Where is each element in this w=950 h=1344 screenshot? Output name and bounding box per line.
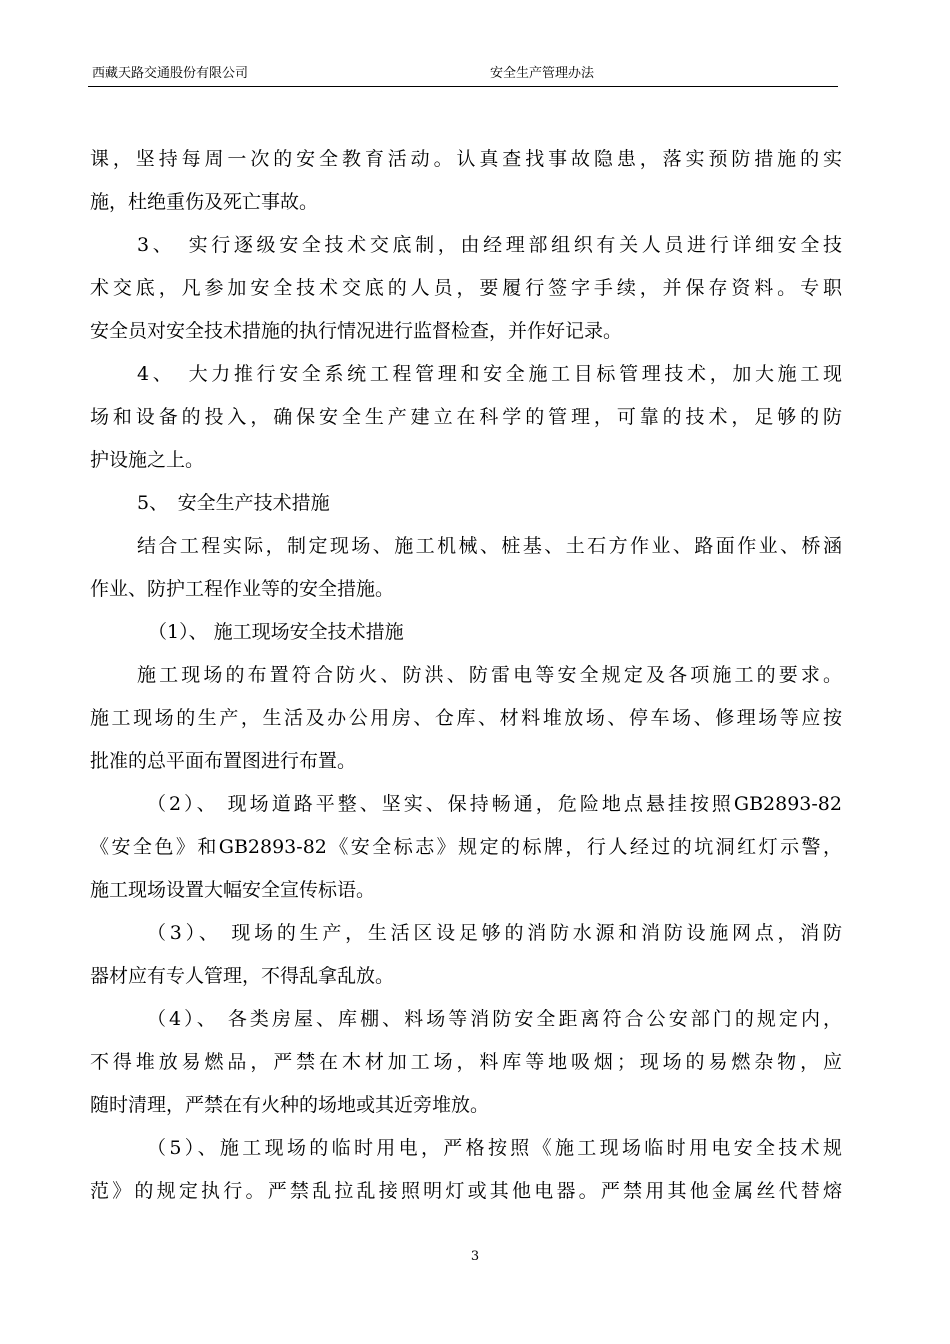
body-text — [90, 138, 842, 1213]
text-line: 施工现场的生产，生活及办公用房、仓库、材料堆放场、停车场、修理场等应按 — [90, 707, 842, 729]
text-line: 5、 安全生产技术措施 — [137, 492, 330, 514]
text-line: 术交底，凡参加安全技术交底的人员，要履行签字手续，并保存资料。专职 — [90, 277, 842, 299]
text-line: 护设施之上。 — [90, 449, 205, 471]
text-line: 结合工程实际，制定现场、施工机械、桩基、土石方作业、路面作业、桥涵 — [137, 535, 842, 557]
text-line: 施工现场的布置符合防火、防洪、防雷电等安全规定及各项施工的要求。 — [137, 664, 842, 686]
text-line: 作业、防护工程作业等的安全措施。 — [90, 578, 395, 600]
text-line: 4、 大力推行安全系统工程管理和安全施工目标管理技术，加大施工现 — [137, 363, 842, 385]
text-line: 课，坚持每周一次的安全教育活动。认真查找事故隐患，落实预防措施的实 — [90, 148, 842, 170]
text-line: （2）、 现场道路平整、坚实、保持畅通，危险地点悬挂按照GB2893-82 — [147, 793, 842, 815]
text-line: 施工现场设置大幅安全宣传标语。 — [90, 879, 376, 901]
text-line: 范》的规定执行。严禁乱拉乱接照明灯或其他电器。严禁用其他金属丝代替熔 — [90, 1180, 842, 1202]
text-line: 不得堆放易燃品，严禁在木材加工场，料库等地吸烟；现场的易燃杂物，应 — [90, 1051, 842, 1073]
text-line: （4）、 各类房屋、库棚、料场等消防安全距离符合公安部门的规定内， — [147, 1008, 842, 1030]
text-line: 场和设备的投入，确保安全生产建立在科学的管理，可靠的技术，足够的防 — [90, 406, 842, 428]
text-line: 安全员对安全技术措施的执行情况进行监督检查，并作好记录。 — [90, 320, 623, 342]
page-number: 3 — [470, 1249, 480, 1264]
text-line: （5）、施工现场的临时用电，严格按照《施工现场临时用电安全技术规 — [147, 1137, 842, 1159]
text-line: （1）、 施工现场安全技术措施 — [148, 621, 404, 643]
text-line: 批准的总平面布置图进行布置。 — [90, 750, 357, 772]
text-line: 《安全色》和GB2893-82《安全标志》规定的标牌，行人经过的坑洞红灯示警， — [90, 836, 842, 858]
header-document-title: 安全生产管理办法 — [490, 66, 595, 81]
text-line: 施，杜绝重伤及死亡事故。 — [90, 191, 319, 213]
text-line: 器材应有专人管理，不得乱拿乱放。 — [90, 965, 395, 987]
text-line: （3）、 现场的生产，生活区设足够的消防水源和消防设施网点，消防 — [147, 922, 842, 944]
page-footer — [0, 1249, 950, 1265]
text-line: 3、 实行逐级安全技术交底制，由经理部组织有关人员进行详细安全技 — [137, 234, 842, 256]
page-header — [88, 66, 838, 87]
text-line: 随时清理，严禁在有火种的场地或其近旁堆放。 — [90, 1094, 490, 1116]
header-company-name: 西藏天路交通股份有限公司 — [92, 66, 249, 81]
